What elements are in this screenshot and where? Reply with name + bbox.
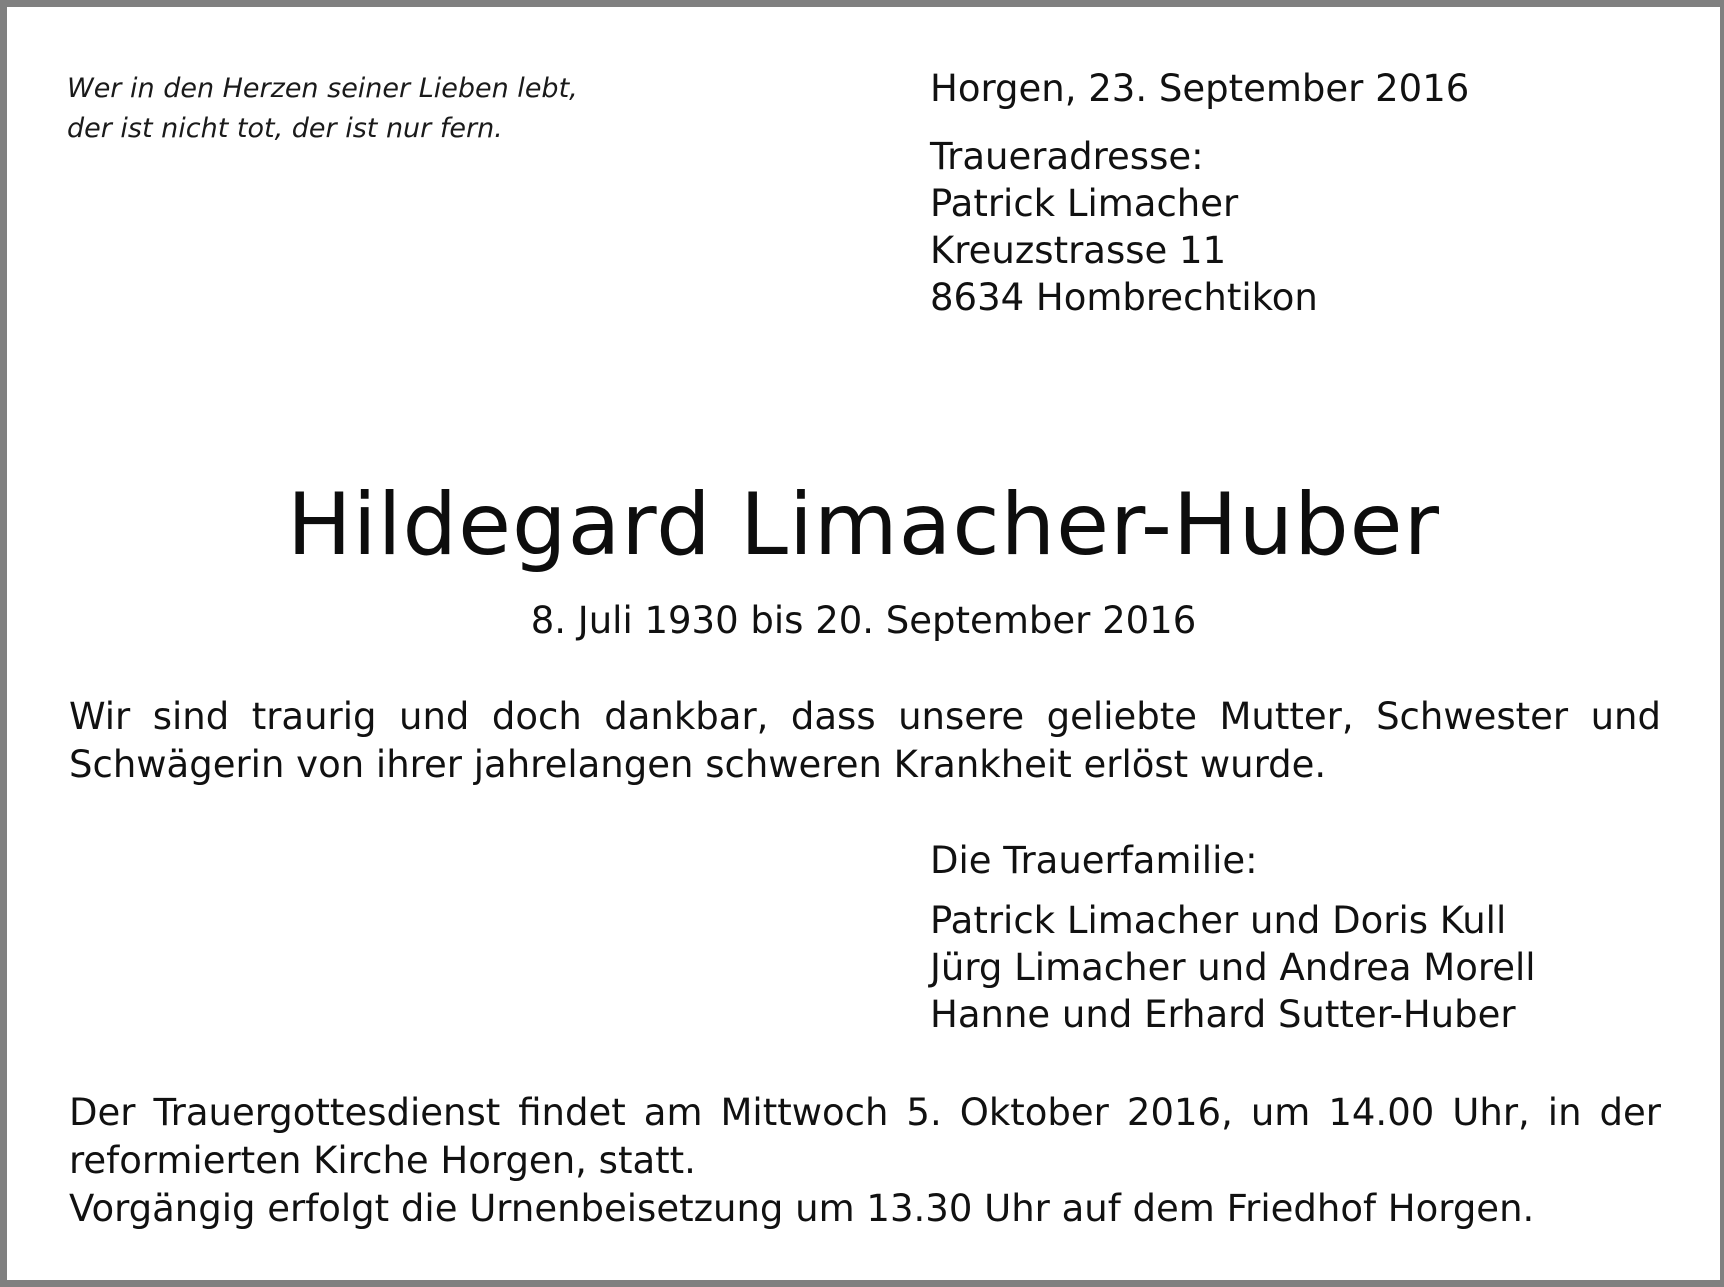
- family-members: [930, 897, 1536, 1038]
- service-line-3: Vorgängig erfolgt die Urnenbeisetzung um 13.30 Uhr auf dem Friedhof Horgen.: [69, 1187, 1535, 1230]
- motto-line-1: Wer in den Herzen seiner Lieben lebt,: [67, 73, 578, 104]
- place-date: Horgen, 23. September 2016: [930, 67, 1470, 110]
- motto-line-2: der ist nicht tot, der ist nur fern.: [67, 113, 503, 144]
- family-member: Hanne und Erhard Sutter-Huber: [930, 993, 1516, 1036]
- service-line-2: reformierten Kirche Horgen, statt.: [69, 1139, 696, 1182]
- life-dates: 8. Juli 1930 bis 20. September 2016: [530, 599, 1197, 642]
- service-info: [69, 1089, 1661, 1233]
- motto-quote: [67, 69, 687, 149]
- sentiment-text: [69, 693, 1661, 789]
- address-label: Traueradresse:: [930, 135, 1204, 178]
- family-label: Die Trauerfamilie:: [930, 839, 1258, 882]
- service-line-1: Der Trauergottesdienst findet am Mittwoch 5. Oktober 2016, um 14.00 Uhr, in der: [69, 1091, 1661, 1134]
- mourning-address: [930, 133, 1318, 321]
- family-member: Patrick Limacher und Doris Kull: [930, 899, 1507, 942]
- family-member: Jürg Limacher und Andrea Morell: [930, 946, 1536, 989]
- deceased-name: Hildegard Limacher-Huber: [287, 475, 1440, 575]
- address-name: Patrick Limacher: [930, 182, 1239, 225]
- sentiment-line-2: Schwägerin von ihrer jahrelangen schweren Krankheit erlöst wurde.: [69, 743, 1327, 786]
- sentiment-line-1: Wir sind traurig und doch dankbar, dass unsere geliebte Mutter, Schwester und: [69, 695, 1661, 738]
- address-city: 8634 Hombrechtikon: [930, 276, 1318, 319]
- address-street: Kreuzstrasse 11: [930, 229, 1227, 272]
